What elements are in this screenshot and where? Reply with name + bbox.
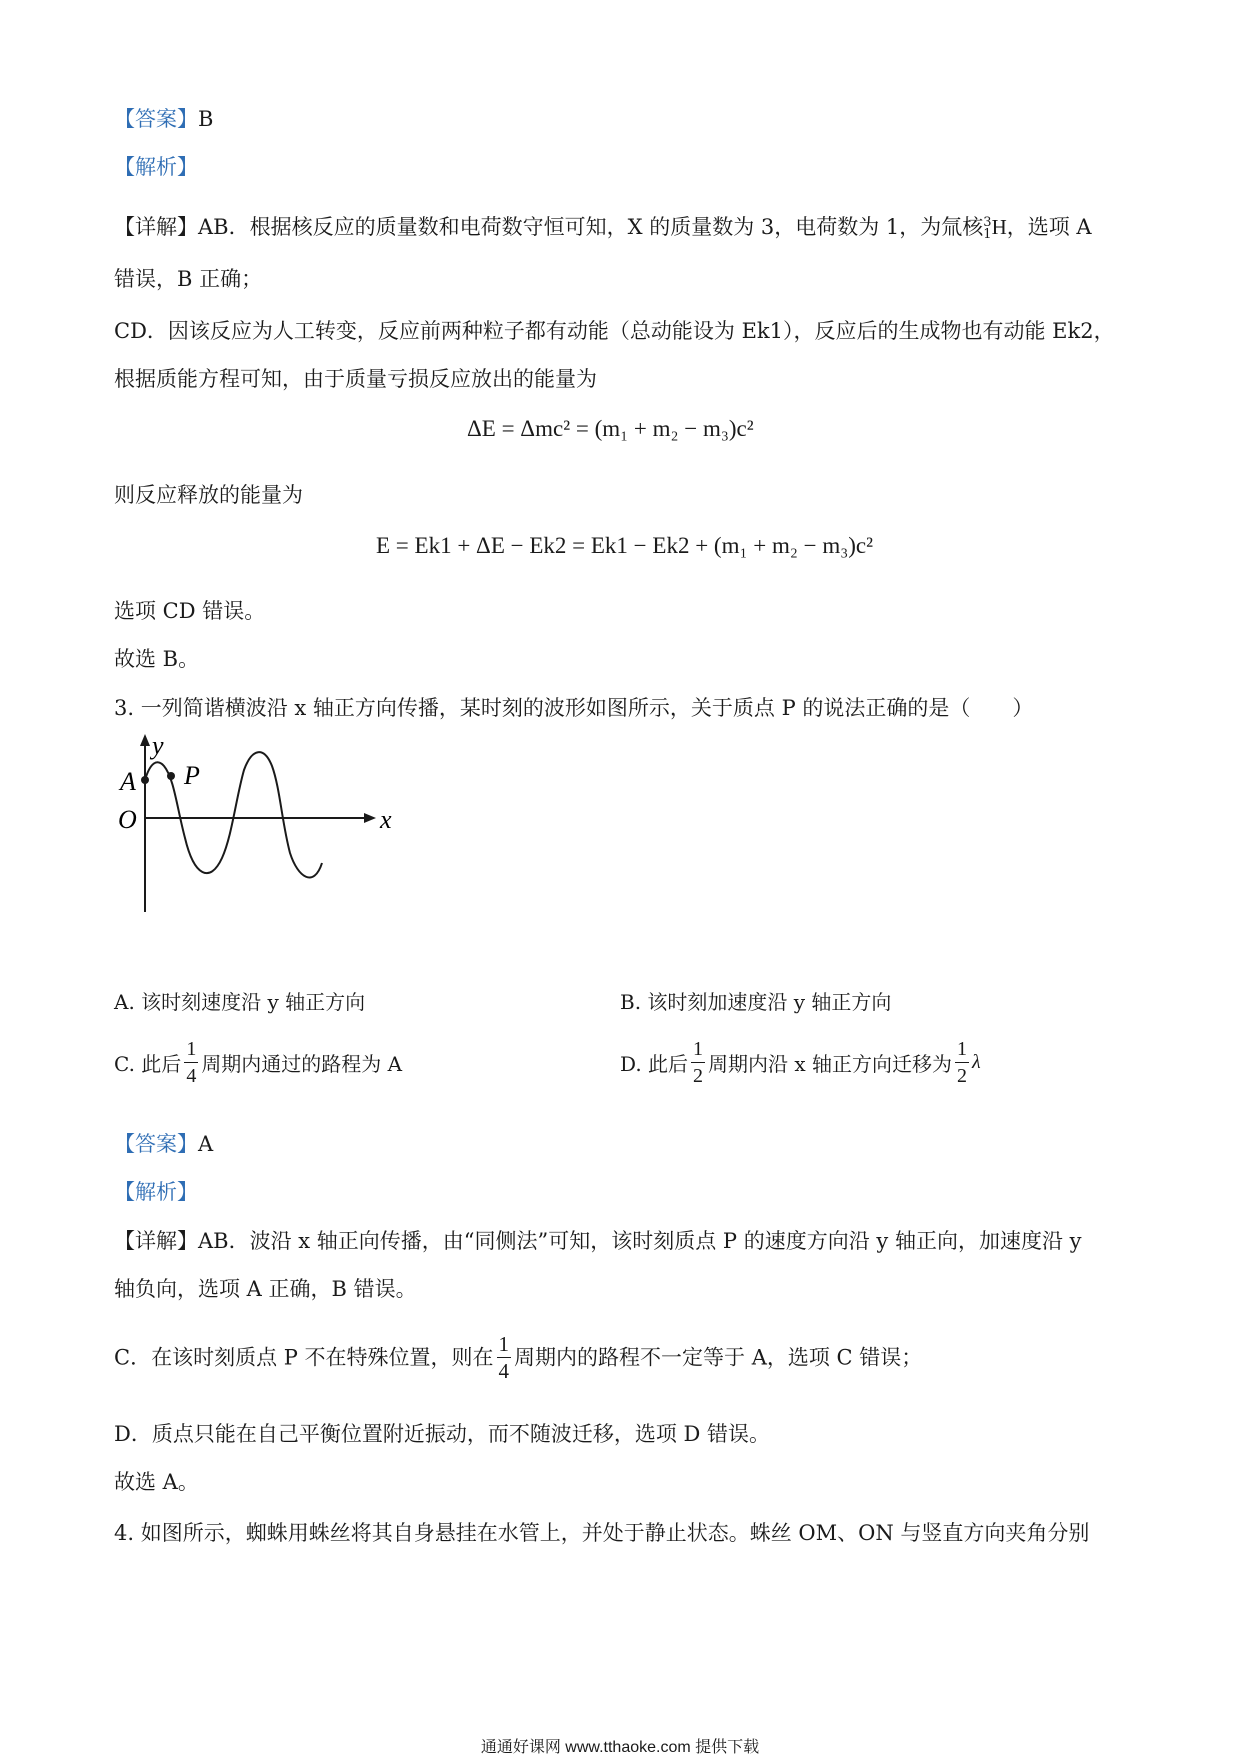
x-axis-label: x — [380, 805, 392, 834]
option-b: B. 该时刻加速度沿 y 轴正方向 — [620, 990, 892, 1014]
question-3: 3. 一列简谐横波沿 x 轴正方向传播，某时刻的波形如图所示，关于质点 P 的说法正确的是（ ） — [114, 696, 1034, 720]
c2-suffix: 周期内的路程不一定等于 A，选项 C 错误； — [514, 1345, 923, 1370]
fraction-denominator: 4 — [498, 1359, 510, 1383]
option-d-prefix: D. 此后 — [620, 1052, 689, 1076]
option-a: A. 该时刻速度沿 y 轴正方向 — [114, 990, 366, 1014]
cd-line-1: CD．因该反应为人工转变，反应前两种粒子都有动能（总动能设为 Ek1），反应后的生成物也有动能 Ek2， — [114, 319, 1115, 343]
nuclide-symbol: H — [991, 215, 1007, 239]
choose-b: 故选 B。 — [114, 647, 200, 671]
detail-text: AB．波沿 x 轴正向传播，由“同侧法”可知，该时刻质点 P 的速度方向沿 y 轴正向，加速度沿 y — [198, 1229, 1082, 1253]
d2-line: D．质点只能在自己平衡位置附近振动，而不随波迁移，选项 D 错误。 — [114, 1422, 771, 1446]
y-axis-label: y — [152, 731, 164, 760]
answer-tag: 【答案】 — [114, 1132, 198, 1156]
wave-curve — [145, 752, 322, 877]
detail-tag: 【详解】 — [114, 215, 198, 239]
wave-figure — [112, 728, 412, 918]
answer-value: B — [198, 107, 214, 131]
c2-line — [114, 1326, 922, 1388]
answer-line — [114, 104, 213, 134]
detail-tail: ，选项 A — [1006, 215, 1092, 239]
option-c — [114, 1036, 402, 1089]
detail2-line-1 — [114, 1226, 1082, 1256]
y-axis-arrow — [140, 734, 150, 746]
detail-tag: 【详解】 — [114, 1229, 198, 1253]
fraction-one-quarter — [184, 1036, 198, 1089]
choose-a: 故选 A。 — [114, 1470, 199, 1494]
point-p-label: P — [184, 761, 200, 790]
nuclide-charge-number: 1 — [983, 226, 992, 242]
point-p-dot — [167, 772, 175, 780]
analysis-tag: 【解析】 — [114, 155, 198, 179]
answer-value: A — [198, 1132, 214, 1156]
fraction-denominator: 2 — [957, 1065, 968, 1087]
cd-line-4: 选项 CD 错误。 — [114, 599, 266, 623]
analysis-tag-2: 【解析】 — [114, 1180, 198, 1204]
page-footer: 通通好课网 www.tthaoke.com 提供下载 — [480, 1739, 760, 1756]
x-axis-arrow — [364, 813, 376, 823]
detail-line-2: 错误，B 正确； — [114, 267, 263, 291]
c2-prefix: C．在该时刻质点 P 不在特殊位置，则在 — [114, 1345, 494, 1370]
fraction-one-quarter-2 — [497, 1331, 512, 1384]
point-a-dot — [141, 776, 149, 784]
lambda-symbol: λ — [972, 1051, 981, 1073]
fraction-one-half-2 — [955, 1036, 969, 1089]
cd-line-2: 根据质能方程可知，由于质量亏损反应放出的能量为 — [114, 367, 597, 391]
question-4: 4. 如图所示，蜘蛛用蛛丝将其自身悬挂在水管上，并处于静止状态。蛛丝 OM、ON 与竖直方向夹角分别 — [114, 1521, 1090, 1545]
fraction-numerator: 1 — [955, 1036, 969, 1063]
fraction-denominator: 4 — [186, 1065, 197, 1087]
formula-energy: E = Ek1 + ΔE − Ek2 = Ek1 − Ek2 + (m₁ + m₂ − m₃)c² — [376, 533, 874, 558]
option-d — [620, 1036, 981, 1089]
detail-line — [114, 212, 1092, 242]
origin-label: O — [118, 805, 137, 834]
detail-text: AB．根据核反应的质量数和电荷数守恒可知，X 的质量数为 3，电荷数为 1，为氚核 — [198, 215, 984, 239]
fraction-denominator: 2 — [693, 1065, 704, 1087]
fraction-numerator: 1 — [184, 1036, 198, 1063]
fraction-numerator: 1 — [498, 1332, 510, 1356]
option-d-middle: 周期内沿 x 轴正方向迁移为 — [708, 1052, 953, 1076]
point-a-label: A — [120, 767, 136, 796]
fraction-one-half — [691, 1036, 705, 1089]
nuclide-mass-number: 3 — [983, 214, 992, 230]
option-c-suffix: 周期内通过的路程为 A — [201, 1052, 403, 1076]
answer-tag: 【答案】 — [114, 107, 198, 131]
detail2-line-2: 轴负向，选项 A 正确，B 错误。 — [114, 1277, 417, 1301]
cd-line-3: 则反应释放的能量为 — [114, 483, 303, 507]
wave-graph — [112, 728, 412, 918]
formula-delta-e: ΔE = Δmc² = (m₁ + m₂ − m₃)c² — [467, 416, 754, 441]
answer-line-2 — [114, 1129, 213, 1159]
option-c-prefix: C. 此后 — [114, 1052, 182, 1076]
fraction-numerator: 1 — [691, 1036, 705, 1063]
